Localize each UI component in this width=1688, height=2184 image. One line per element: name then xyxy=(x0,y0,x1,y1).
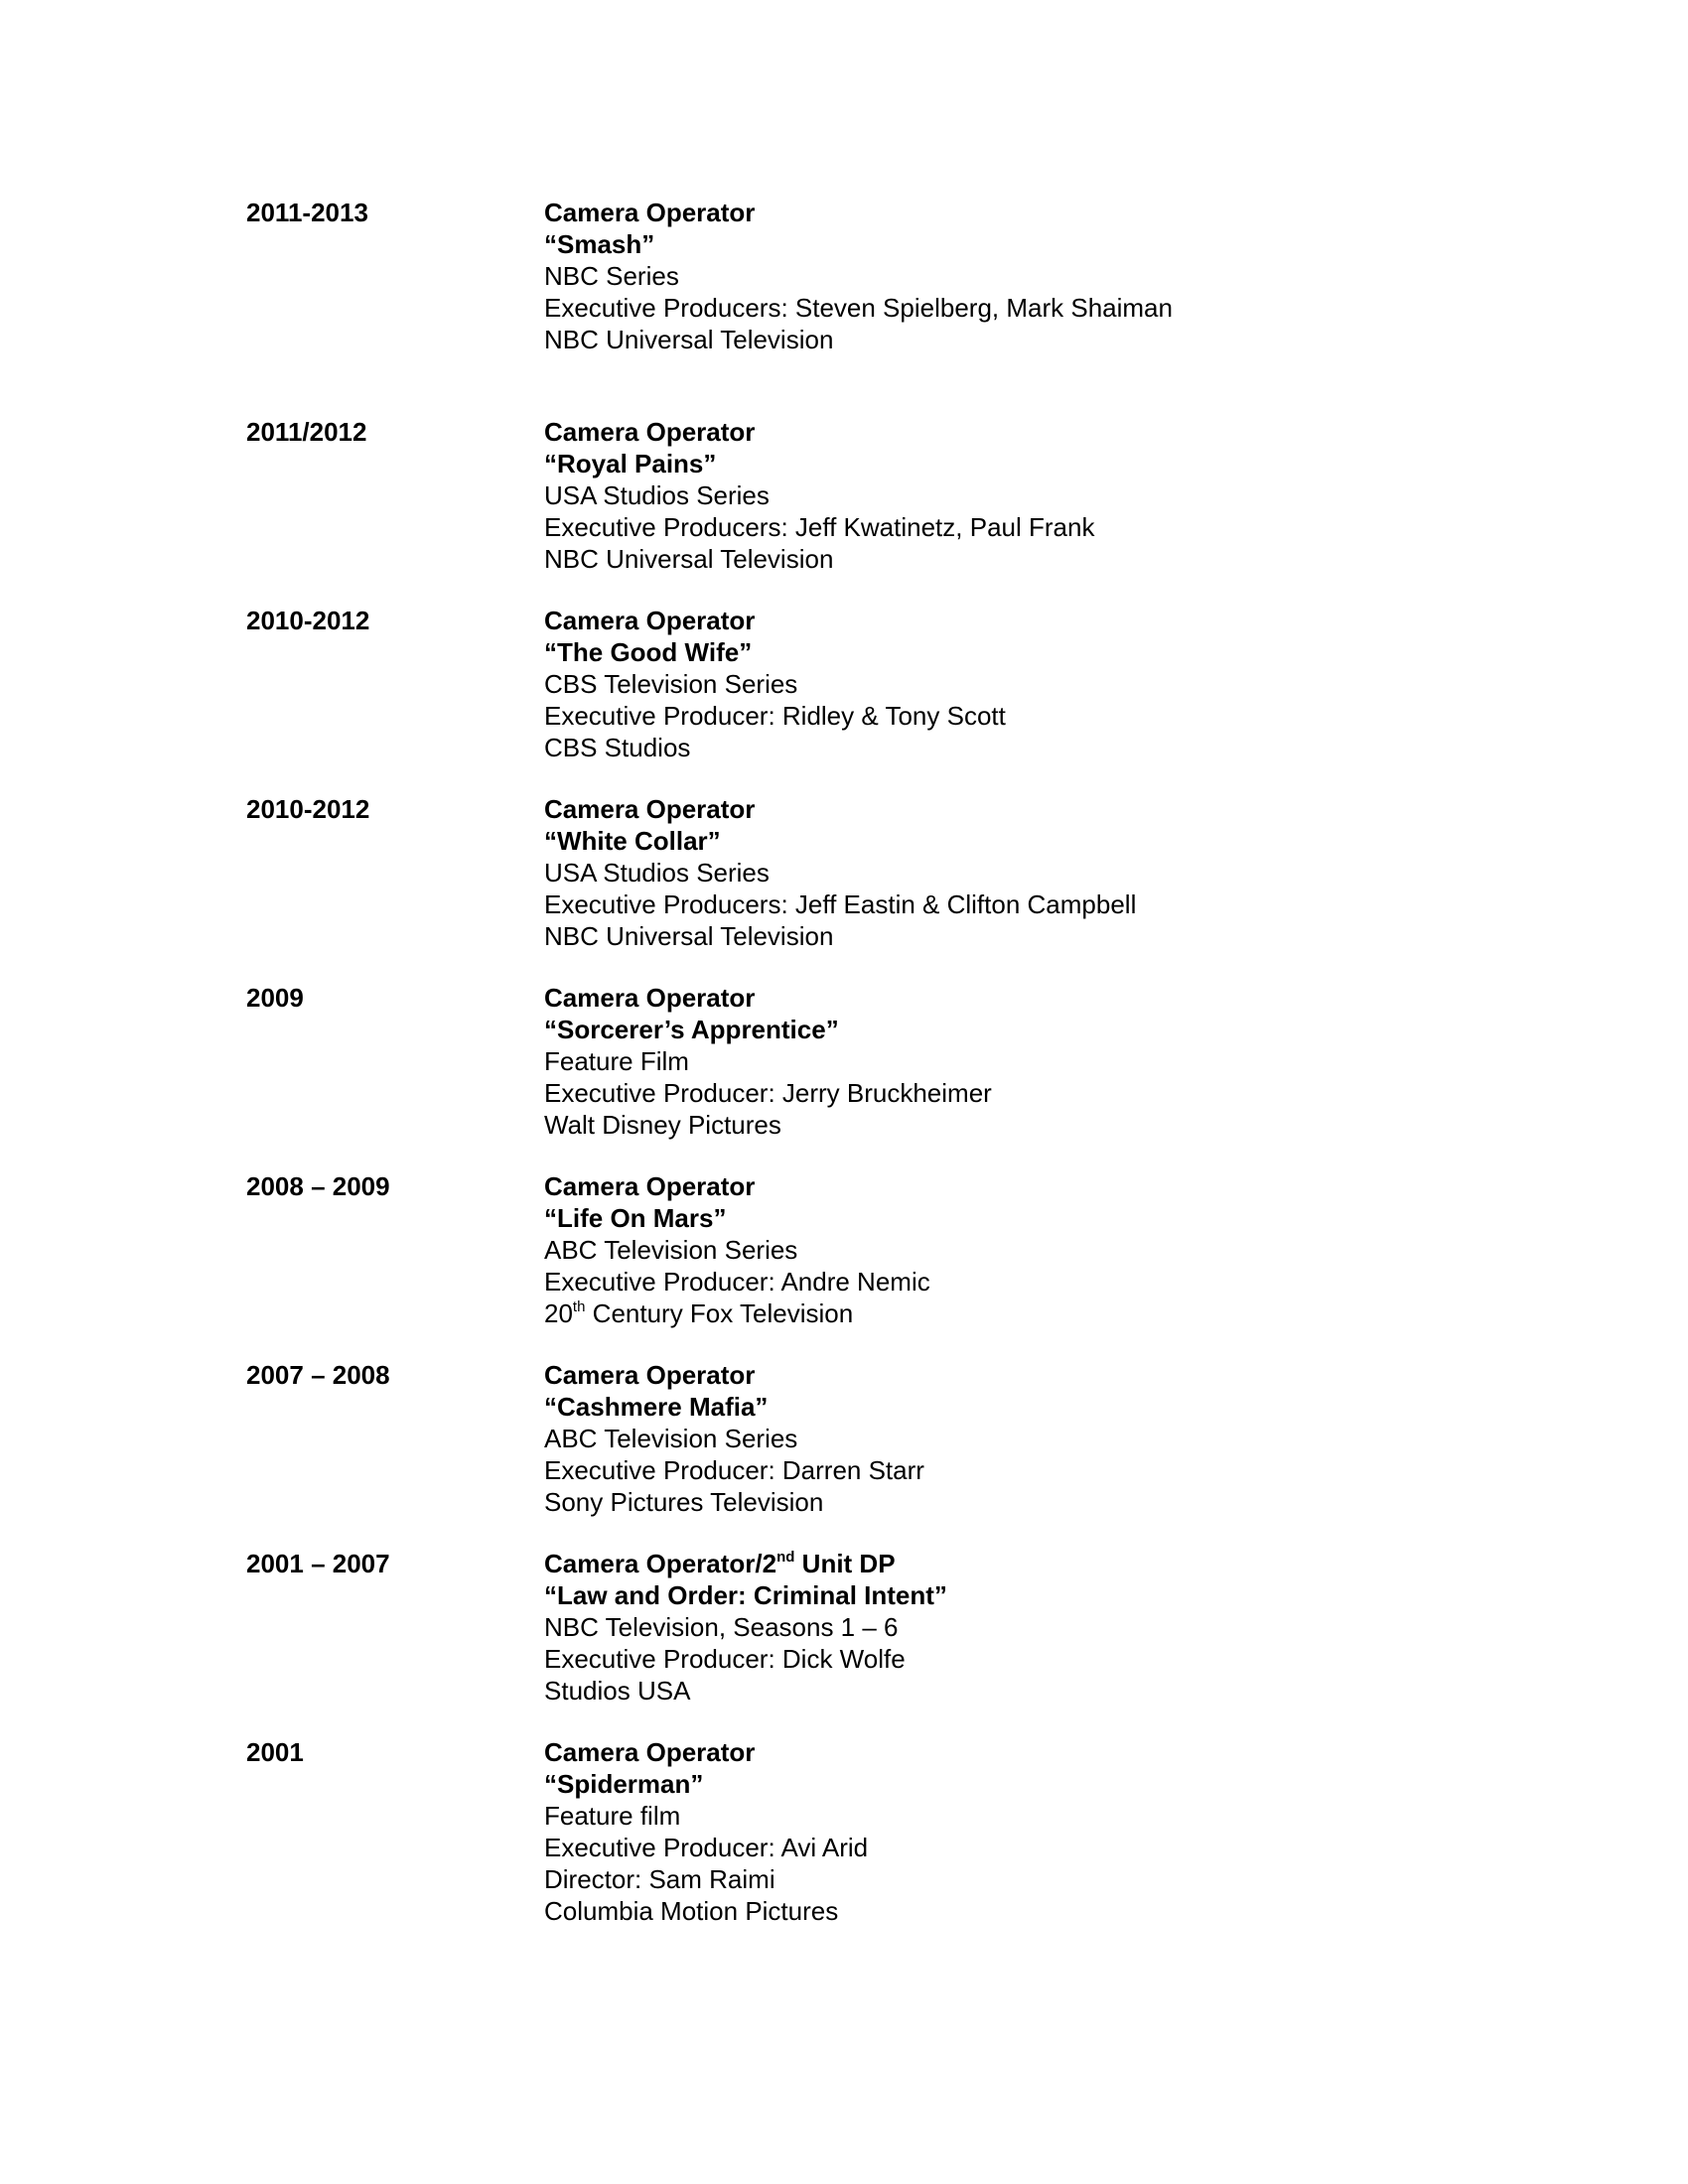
company-ordinal: th xyxy=(572,1298,586,1315)
entry-title: “Spiderman” xyxy=(544,1769,704,1799)
entry-years: 2011/2012 xyxy=(246,417,367,447)
entry-role: Camera Operator xyxy=(544,1360,756,1390)
company-number: 20 xyxy=(544,1298,573,1328)
entry-line: ABC Television Series xyxy=(544,1235,798,1265)
entry-title: “Life On Mars” xyxy=(544,1203,727,1233)
entry-role: Camera Operator xyxy=(544,606,756,635)
entry-line: CBS Television Series xyxy=(544,669,798,699)
entry-years: 2001 – 2007 xyxy=(246,1549,390,1578)
entry-line: Executive Producer: Darren Starr xyxy=(544,1455,924,1485)
entry-details xyxy=(544,982,1487,1141)
entry-line: Executive Producer: Ridley & Tony Scott xyxy=(544,701,1006,731)
entry-years: 2011-2013 xyxy=(246,198,368,227)
entry-line: USA Studios Series xyxy=(544,858,770,887)
entry-title: “The Good Wife” xyxy=(544,637,753,667)
entry-line: Executive Producer: Avi Arid xyxy=(544,1833,869,1862)
entry-details xyxy=(544,1736,1487,1927)
entry-line: Executive Producers: Jeff Kwatinetz, Paul Frank xyxy=(544,512,1095,542)
entry-line: Executive Producers: Steven Spielberg, Mark Shaiman xyxy=(544,293,1173,323)
entry-line: NBC Television, Seasons 1 – 6 xyxy=(544,1612,899,1642)
entry-title: “Cashmere Mafia” xyxy=(544,1392,769,1422)
entry-line: Executive Producers: Jeff Eastin & Clifton Campbell xyxy=(544,889,1137,919)
entry-role: Camera Operator xyxy=(544,1171,756,1201)
entry-details xyxy=(544,1548,1487,1706)
entry-role xyxy=(544,1548,1487,1579)
entry-years: 2008 – 2009 xyxy=(246,1171,390,1201)
entry-company xyxy=(544,1297,1487,1329)
entry-details xyxy=(544,1359,1487,1518)
entry-line: Feature Film xyxy=(544,1046,689,1076)
entry-title: “Royal Pains” xyxy=(544,449,717,478)
entry-title: “Smash” xyxy=(544,229,655,259)
entry-title: “Sorcerer’s Apprentice” xyxy=(544,1015,839,1044)
entry-role: Camera Operator xyxy=(544,983,756,1013)
role-suffix: Unit DP xyxy=(794,1549,896,1578)
entry-line: Director: Sam Raimi xyxy=(544,1864,775,1894)
entry-line: Executive Producer: Andre Nemic xyxy=(544,1267,930,1297)
entry-line: USA Studios Series xyxy=(544,480,770,510)
entry-line: NBC Universal Television xyxy=(544,921,834,951)
role-ordinal: nd xyxy=(776,1549,795,1566)
entry-years: 2010-2012 xyxy=(246,606,370,635)
entry-details xyxy=(544,793,1487,952)
entry-years: 2009 xyxy=(246,983,304,1013)
entry-line: Executive Producer: Jerry Bruckheimer xyxy=(544,1078,992,1108)
entry-title: “White Collar” xyxy=(544,826,721,856)
entry-line: Studios USA xyxy=(544,1676,691,1706)
entry-years: 2001 xyxy=(246,1737,304,1767)
entry-years: 2007 – 2008 xyxy=(246,1360,390,1390)
entry-line: NBC Series xyxy=(544,261,679,291)
entry-details xyxy=(544,197,1487,355)
company-rest: Century Fox Television xyxy=(585,1298,854,1328)
entry-role: Camera Operator xyxy=(544,794,756,824)
entry-details xyxy=(544,1170,1487,1329)
entry-line: Executive Producer: Dick Wolfe xyxy=(544,1644,906,1674)
entry-line: NBC Universal Television xyxy=(544,544,834,574)
entry-line: CBS Studios xyxy=(544,733,691,762)
entry-details xyxy=(544,416,1487,575)
entry-role: Camera Operator xyxy=(544,1737,756,1767)
entry-line: NBC Universal Television xyxy=(544,325,834,354)
entry-role: Camera Operator xyxy=(544,198,756,227)
entry-line: Walt Disney Pictures xyxy=(544,1110,781,1140)
entry-line: ABC Television Series xyxy=(544,1424,798,1453)
entry-details xyxy=(544,605,1487,763)
entry-role: Camera Operator xyxy=(544,417,756,447)
entry-years: 2010-2012 xyxy=(246,794,370,824)
entry-line: Sony Pictures Television xyxy=(544,1487,824,1517)
role-prefix: Camera Operator/2 xyxy=(544,1549,777,1578)
entry-title: “Law and Order: Criminal Intent” xyxy=(544,1580,947,1610)
entry-line: Feature film xyxy=(544,1801,681,1831)
entry-line: Columbia Motion Pictures xyxy=(544,1896,839,1926)
